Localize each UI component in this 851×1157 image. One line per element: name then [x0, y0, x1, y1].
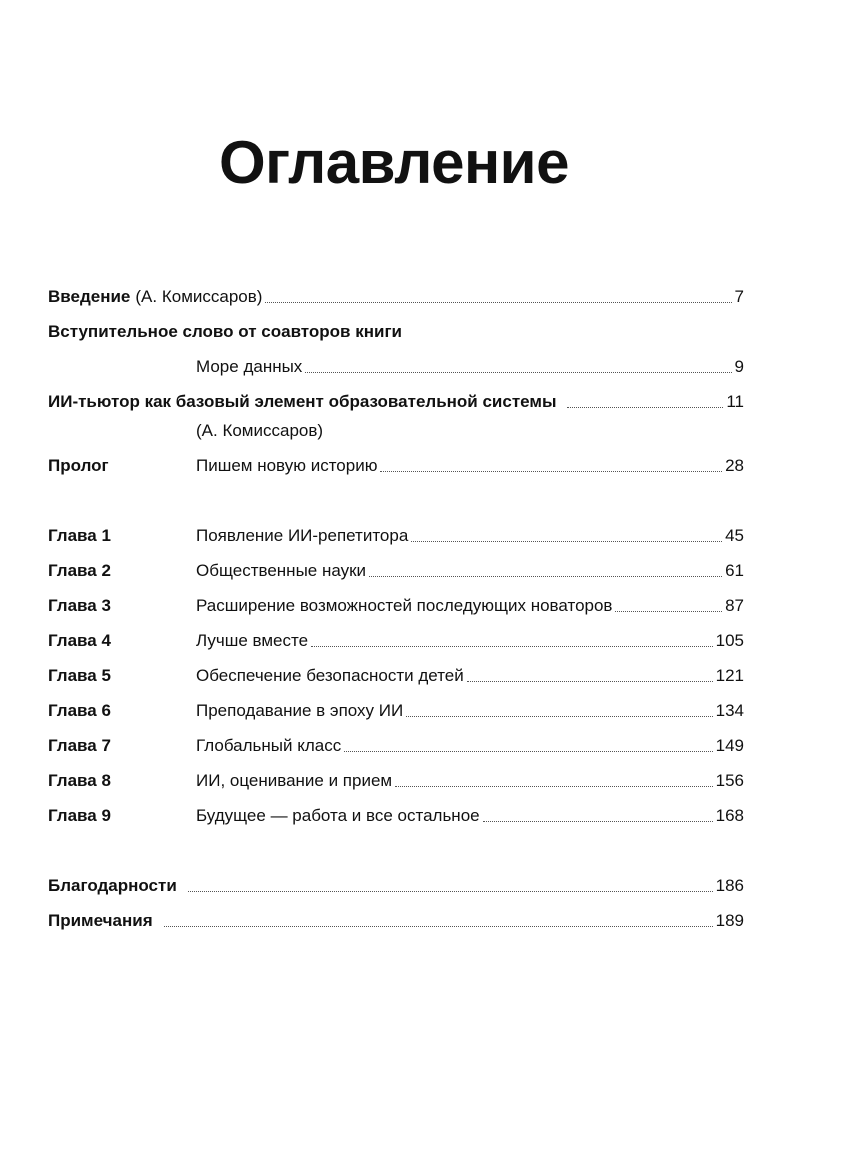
toc-entry-page: 134 [715, 701, 744, 720]
dot-leader [265, 302, 731, 303]
dot-leader [411, 541, 722, 542]
toc-entry[interactable] [48, 389, 744, 413]
toc-entry-label: Вступительное слово от соавторов книги [48, 322, 402, 341]
dot-leader [188, 891, 713, 892]
toc-entry-label: Примечания [48, 911, 153, 930]
toc-entry-label: Глава 8 [48, 771, 111, 790]
toc-entry-page: 28 [725, 456, 744, 475]
toc-entry-title: Глобальный класс [196, 736, 342, 755]
toc-entry-label: Глава 7 [48, 736, 111, 755]
dot-leader [164, 926, 713, 927]
dot-leader [395, 786, 713, 787]
toc-entry[interactable] [48, 284, 744, 308]
dot-leader [380, 471, 722, 472]
toc-entry-label: ИИ-тьютор как базовый элемент образовательной системы [48, 392, 557, 411]
toc-entry-title: (А. Комиссаров) [135, 287, 263, 306]
toc-entry-label: Введение [48, 287, 131, 306]
toc-entry-page: 156 [715, 771, 744, 790]
toc-entry[interactable] [48, 768, 744, 792]
toc-entry[interactable] [48, 663, 744, 687]
page-title: Оглавление [219, 129, 569, 196]
toc-entry-page: 87 [725, 596, 744, 615]
dot-leader [406, 716, 712, 717]
toc-entry-label: Глава 4 [48, 631, 111, 650]
toc-entry-page: 9 [734, 357, 744, 376]
toc-entry[interactable] [48, 698, 744, 722]
toc-entry-title: Расширение возможностей последующих новаторов [196, 596, 613, 615]
toc-entry-page: 149 [715, 736, 744, 755]
toc-entry-page: 168 [715, 806, 744, 825]
toc-entry-title: Лучше вместе [196, 631, 309, 650]
toc-entry[interactable] [48, 803, 744, 827]
toc-entry-title: (А. Комиссаров) [196, 421, 324, 440]
dot-leader [311, 646, 713, 647]
toc-entry-page: 7 [734, 287, 744, 306]
toc-entry[interactable] [48, 628, 744, 652]
toc-entry-page: 105 [715, 631, 744, 650]
toc-entry-page: 186 [715, 876, 744, 895]
toc-entry[interactable] [48, 593, 744, 617]
toc-entry[interactable] [48, 523, 744, 547]
toc-entry-label: Глава 9 [48, 806, 111, 825]
toc-entry-page: 189 [715, 911, 744, 930]
toc-entry[interactable] [48, 873, 744, 897]
toc-entry-label: Глава 6 [48, 701, 111, 720]
toc-entry[interactable] [48, 453, 744, 477]
toc-entry-title: Обеспечение безопасности детей [196, 666, 464, 685]
toc-entry-page: 61 [725, 561, 744, 580]
dot-leader [344, 751, 712, 752]
toc-entry-label: Пролог [48, 456, 109, 475]
toc-entry-title: Преподавание в эпоху ИИ [196, 701, 404, 720]
toc-entry-title: Общественные науки [196, 561, 367, 580]
toc-entry-title: Море данных [196, 357, 303, 376]
toc-entry-label: Глава 1 [48, 526, 111, 545]
dot-leader [467, 681, 713, 682]
toc-entry-page: 45 [725, 526, 744, 545]
dot-leader [615, 611, 722, 612]
dot-leader [483, 821, 713, 822]
toc-entry-title: Появление ИИ-репетитора [196, 526, 409, 545]
toc-entry[interactable] [48, 354, 744, 378]
toc-entry[interactable] [48, 558, 744, 582]
toc-entry[interactable] [48, 418, 744, 442]
toc-entry-label: Благодарности [48, 876, 177, 895]
dot-leader [369, 576, 722, 577]
toc-entry-label: Глава 3 [48, 596, 111, 615]
toc-entry[interactable] [48, 733, 744, 757]
toc-entry-title: Пишем новую историю [196, 456, 378, 475]
dot-leader [567, 407, 723, 408]
toc-entry-label: Глава 2 [48, 561, 111, 580]
toc-entry-page: 11 [726, 392, 744, 411]
toc-entry-label: Глава 5 [48, 666, 111, 685]
dot-leader [305, 372, 731, 373]
toc-entry-title: Будущее — работа и все остальное [196, 806, 480, 825]
toc-entry[interactable] [48, 319, 744, 343]
toc-entry-page: 121 [715, 666, 744, 685]
toc-entry[interactable] [48, 908, 744, 932]
toc-entry-title: ИИ, оценивание и прием [196, 771, 393, 790]
